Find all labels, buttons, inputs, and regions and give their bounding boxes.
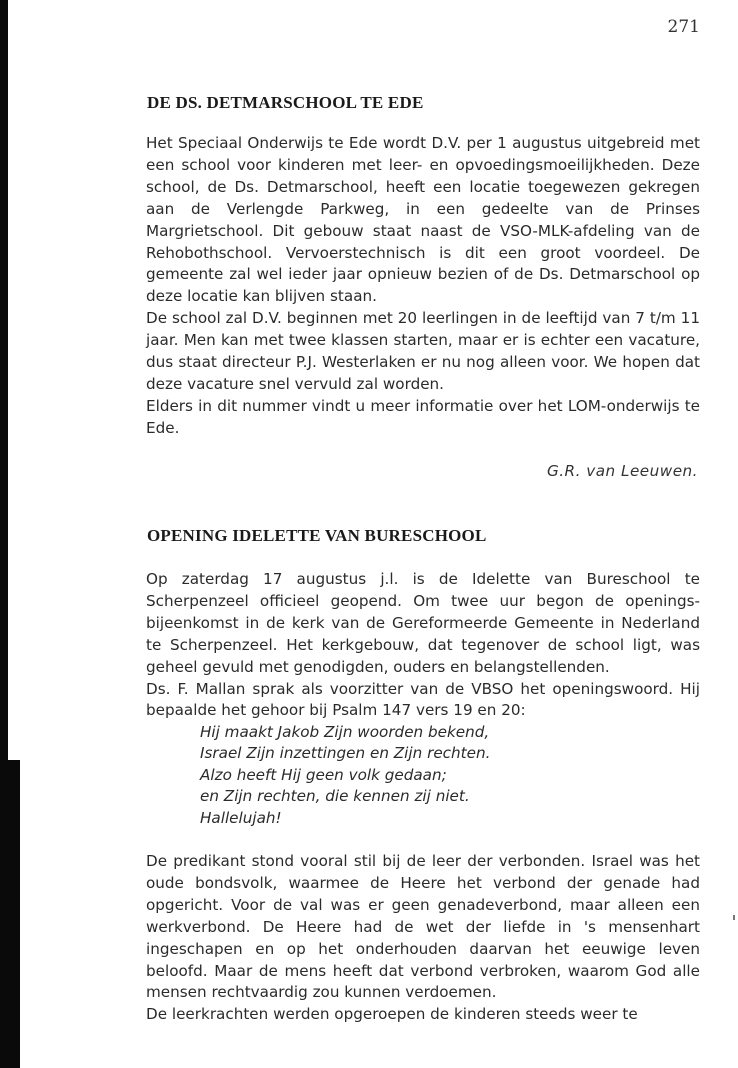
article-1-paragraph: Het Speciaal Onderwijs te Ede wordt D.V. per 1 augustus uitgebreid met een school voor kinderen met leer- en opvoedingsmoeilijkheden. Deze school, de Ds. Detmarschool, heeft een locatie toegewezen gekregen aan de Verlengde Parkweg, in een gedeelte van de Prinses Margrietschool. Dit gebouw staat naast de VSO-MLK-afdeling van de Rehobothschool. Vervoerstechnisch is dit een groot voordeel. De gemeente zal wel ieder jaar opnieuw bezien of de Ds. Detmarschool op deze locatie kan blijven staan.	[146, 134, 700, 306]
psalm-line: en Zijn rechten, die kennen zij niet.	[200, 787, 470, 806]
page-number: 271	[667, 17, 700, 37]
article-2-paragraph: De leerkrachten werden opgeroepen de kinderen steeds weer te	[146, 1005, 638, 1024]
article-2-paragraph: Ds. F. Mallan sprak als voorzitter van de VBSO het openingswoord. Hij bepaalde het gehoor bij Psalm 147 vers 19 en 20:	[146, 679, 700, 720]
psalm-line: Israel Zijn inzettingen en Zijn rechten.	[200, 744, 491, 763]
article-2-paragraph: Op zaterdag 17 augustus j.l. is de Idelette van Bureschool te Scherpenzeel officieel geopend. Om twee uur begon de openings-bijeenkomst in de kerk van de Gereformeerde Gemeente in Nederland te Scherpenzeel. Het kerkgebouw, dat tegenover de school ligt, was geheel gevuld met genodigden, ouders en belangstellenden.	[146, 570, 700, 676]
article-2-intro	[146, 569, 700, 722]
scan-edge-left-lower	[0, 760, 20, 1068]
article-1-paragraph: De school zal D.V. beginnen met 20 leerlingen in de leeftijd van 7 t/m 11 jaar. Men kan met twee klassen starten, maar er is echter een vacature, dus staat directeur P.J. Westerlaken er nu nog alleen voor. We hopen dat deze vacature snel vervuld zal worden.	[146, 309, 700, 393]
psalm-line: Hallelujah!	[200, 808, 282, 827]
article-1-paragraph: Elders in dit nummer vindt u meer informatie over het LOM-onderwijs te Ede.	[146, 396, 700, 437]
article-1-signature: G.R. van Leeuwen.	[546, 462, 698, 480]
article-2-title: OPENING IDELETTE VAN BURESCHOOL	[147, 526, 487, 545]
psalm-line: Alzo heeft Hij geen volk gedaan;	[200, 765, 447, 784]
article-1-title: DE DS. DETMARSCHOOL TE EDE	[147, 93, 424, 112]
article-2-paragraph: De predikant stond vooral stil bij de leer der verbonden. Israel was het oude bondsvolk, waarmee de Heere het verbond der genade had opgericht. Voor de val was er geen genadeverbond, maar alleen een werkverbond. De Heere had de wet der liefde in 's mensenhart ingeschapen en op het onderhouden daarvan het eeuwige leven beloofd. Maar de mens heeft dat verbond verbroken, waarom God alle mensen rechtvaardig zou kunnen verdoemen.	[146, 852, 700, 1002]
article-2-body	[146, 851, 700, 1026]
psalm-quote	[200, 722, 490, 829]
scan-speck	[733, 915, 735, 920]
article-1-body	[146, 133, 700, 440]
psalm-line: Hij maakt Jakob Zijn woorden bekend,	[200, 723, 490, 741]
